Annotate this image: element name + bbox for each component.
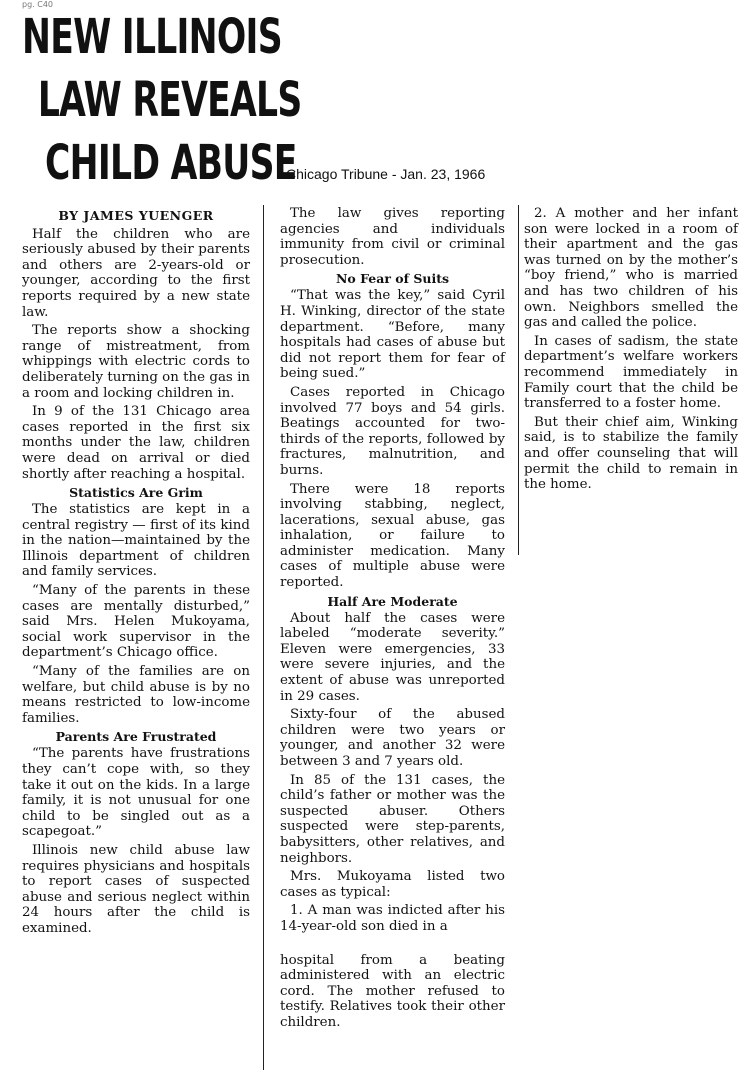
subheading-parents: Parents Are Frustrated [55,729,217,745]
paragraph: The law gives reporting agencies and individuals immunity from civil or criminal prosecution. [280,206,505,268]
paragraph: “The parents have frustrations they can’t cope with, so they take it out on the kids. In a large family, it is not unusual for one child to be singled out as a scapegoat.” [22,746,250,840]
paragraph: There were 18 reports involving stabbing, neglect, lacerations, sexual abuse, gas inhalation, or failure to administer medication. Many cases of multiple abuse were reported. [280,481,505,591]
paragraph: Cases reported in Chicago involved 77 boys and 54 girls. Beatings accounted for two-thirds of the reports, followed by fractures, malnutrition, and burns. [280,384,505,478]
column-divider [518,205,519,555]
paragraph: About half the cases were labeled “moderate severity.” Eleven were emergencies, 33 were severe injuries, and the extent of abuse was unreported in 29 cases. [280,610,505,704]
paragraph: In cases of sadism, the state department’s welfare workers recommend immediately in Family court that the child be transferred to a foster home. [524,333,738,412]
column-divider [263,205,264,1070]
headline-line-3: CHILD ABUSE [45,135,297,191]
paragraph: Mrs. Mukoyama listed two cases as typical: [280,869,505,900]
source-caption: Chicago Tribune - Jan. 23, 1966 [286,166,486,182]
subheading-moderate: Half Are Moderate [327,593,458,609]
subheading-suits: No Fear of Suits [335,271,450,287]
paragraph: hospital from a beating administered with an electric cord. The mother refused to testify. Relatives took their other children. [280,952,505,1030]
paragraph: In 85 of the 131 cases, the child’s father or mother was the suspected abuser. Others suspected were step-parents, babysitters, other relatives, and neighbors. [280,772,505,866]
article-column-1 [22,208,250,940]
paragraph: “Many of the families are on welfare, but child abuse is by no means restricted to low-income families. [22,664,250,726]
paragraph: But their chief aim, Winking said, is to stabilize the family and offer counseling that will permit the child to remain in the home. [524,414,738,493]
paragraph: Illinois new child abuse law requires physicians and hospitals to report cases of suspected abuse and serious neglect within 24 hours after the child is examined. [22,842,250,936]
paragraph: 2. A mother and her infant son were locked in a room of their apartment and the gas was turned on by the mother’s “boy friend,” who is married and has two children of his own. Neighbors smelled the gas and called the police. [524,206,738,331]
paragraph: The statistics are kept in a central registry — first of its kind in the nation—maintained by the Illinois department of children and family services. [22,502,250,580]
paragraph: Half the children who are seriously abused by their parents and others are 2-years-old or younger, according to the first reports required by a new state law. [22,226,250,320]
paragraph: The reports show a shocking range of mistreatment, from whippings with electric cords to deliberately turning on the gas in a room and locking children in. [22,323,250,401]
subheading-statistics: Statistics Are Grim [69,485,203,501]
byline: BY JAMES YUENGER [58,208,214,223]
headline [22,6,302,195]
article-column-2 [280,206,505,1034]
headline-line-2: LAW REVEALS [37,72,302,128]
page-number-note: pg. C40 [22,0,54,9]
article-column-3 [524,206,738,496]
paragraph: “That was the key,” said Cyril H. Winking, director of the state department. “Before, many hospitals had cases of abuse but did not report them for fear of being sued.” [280,288,505,382]
paragraph: Sixty-four of the abused children were two years or younger, and another 32 were between 3 and 7 years old. [280,707,505,769]
headline-line-1: NEW ILLINOIS [22,9,282,65]
paragraph: 1. A man was indicted after his 14-year-old son died in a [280,903,505,934]
paragraph: In 9 of the 131 Chicago area cases reported in the first six months under the law, children were dead on arrival or died shortly after reaching a hospital. [22,404,250,482]
paragraph: “Many of the parents in these cases are mentally disturbed,” said Mrs. Helen Mukoyama, social work supervisor in the department’s Chicago office. [22,583,250,661]
